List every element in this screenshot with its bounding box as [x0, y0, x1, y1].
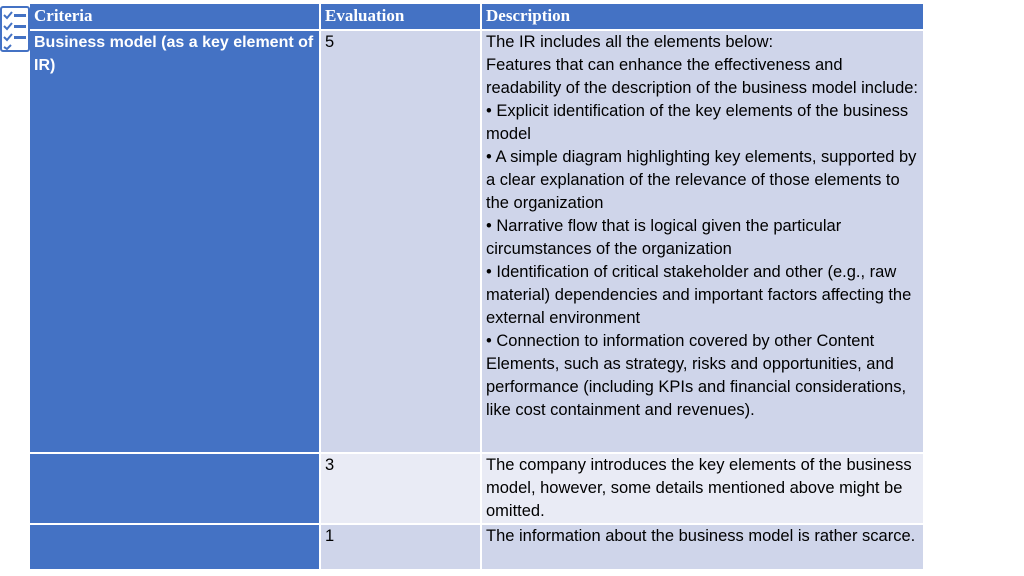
- description-bullet: • A simple diagram highlighting key elements, supported by a clear explanation of the relevance of those elements to the organization: [486, 148, 917, 212]
- evaluation-table: [28, 2, 925, 571]
- evaluation-cell: 5: [320, 30, 481, 453]
- description-line: The company introduces the key elements of the business model, however, some details mentioned above might be omitted.: [486, 456, 912, 520]
- criteria-cell: Business model (as a key element of IR): [29, 30, 320, 453]
- table-row: [29, 453, 924, 524]
- evaluation-cell: 1: [320, 524, 481, 570]
- description-cell: [481, 524, 924, 570]
- description-bullet: • Explicit identification of the key elements of the business model: [486, 102, 909, 143]
- description-cell: [481, 30, 924, 453]
- header-criteria: Criteria: [29, 3, 320, 30]
- evaluation-cell: 3: [320, 453, 481, 524]
- description-cell: [481, 453, 924, 524]
- description-line: The IR includes all the elements below:: [486, 33, 774, 51]
- table-row: [29, 524, 924, 570]
- description-line: Features that can enhance the effectiveness and readability of the description of the business model include:: [486, 56, 919, 97]
- header-row: [29, 3, 924, 30]
- table-row: [29, 30, 924, 453]
- description-bullet: • Connection to information covered by other Content Elements, such as strategy, risks and opportunities, and performance (including KPIs and financial considerations, like cost containment and revenues).: [486, 332, 907, 419]
- description-bullet: • Identification of critical stakeholder and other (e.g., raw material) dependencies and important factors affecting the external environment: [486, 263, 912, 327]
- checklist-icon: [0, 6, 30, 52]
- description-line: The information about the business model is rather scarce.: [486, 527, 916, 545]
- header-evaluation: Evaluation: [320, 3, 481, 30]
- criteria-cell: [29, 453, 320, 524]
- description-bullet: • Narrative flow that is logical given the particular circumstances of the organization: [486, 217, 842, 258]
- criteria-cell: [29, 524, 320, 570]
- header-description: Description: [481, 3, 924, 30]
